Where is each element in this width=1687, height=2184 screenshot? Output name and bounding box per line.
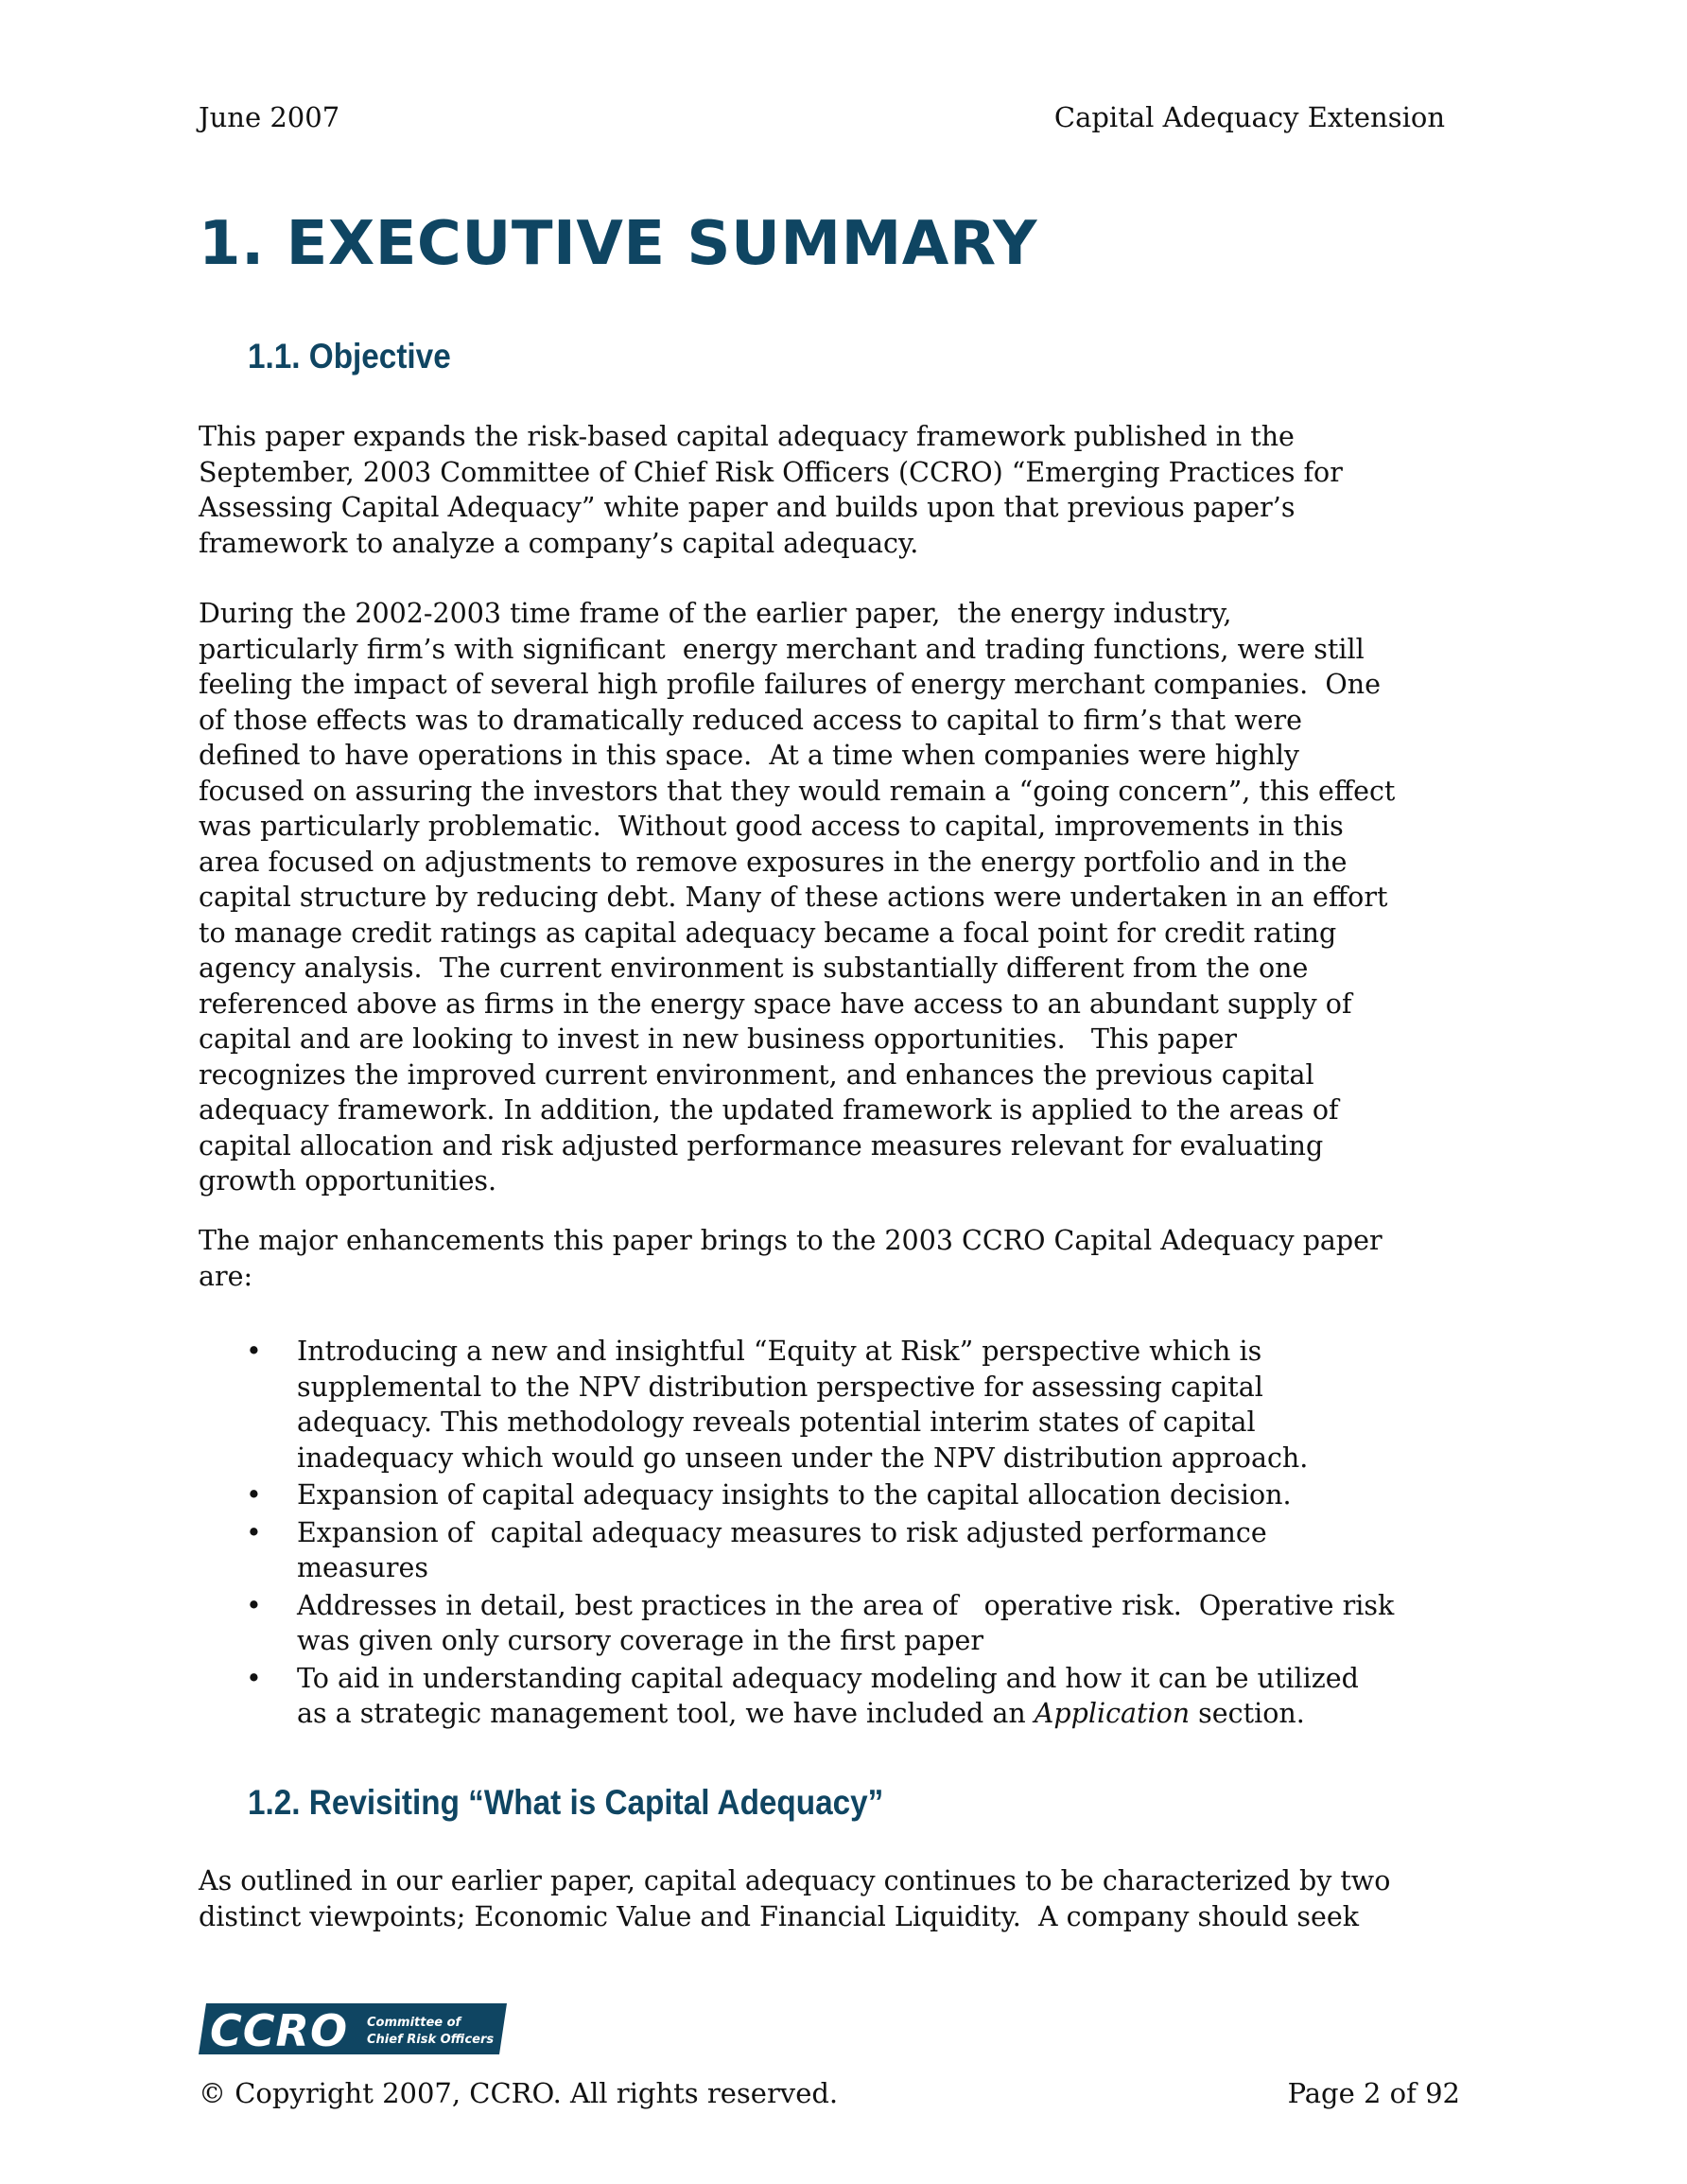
logo-line1: Committee of: [367, 2016, 461, 2030]
text-line: measures: [297, 1552, 428, 1583]
text-line: was given only cursory coverage in the first paper: [297, 1625, 983, 1656]
list-item: [199, 1334, 1504, 1476]
text-line: Expansion of capital adequacy measures to risk adjusted performance: [297, 1516, 1267, 1548]
footer-page-number: Page 2 of 92: [1287, 2077, 1460, 2109]
bullet-icon: •: [246, 1662, 262, 1694]
text-line: Expansion of capital adequacy insights to the capital allocation decision.: [297, 1479, 1292, 1511]
text-line: adequacy. This methodology reveals potential interim states of capital: [297, 1406, 1256, 1438]
text-line: Assessing Capital Adequacy” white paper and builds upon that previous paper’s: [199, 492, 1296, 523]
paragraph-objective-2: [199, 596, 1504, 1199]
list-item: [199, 1515, 1504, 1586]
header-title: Capital Adequacy Extension: [1053, 101, 1445, 133]
text-line: recognizes the improved current environment, and enhances the previous capital: [199, 1058, 1314, 1091]
footer-copyright: © Copyright 2007, CCRO. All rights reserved.: [199, 2077, 839, 2109]
list-item: [199, 1588, 1504, 1659]
list-item: [199, 1661, 1504, 1732]
paragraph-objective-1: [199, 419, 1504, 561]
text-line: to manage credit ratings as capital adequacy became a focal point for credit rating: [199, 917, 1337, 949]
text-line: Addresses in detail, best practices in the area of operative risk. Operative risk: [297, 1589, 1395, 1621]
text-line: was particularly problematic. Without good access to capital, improvements in this: [199, 811, 1344, 842]
bullet-icon: •: [246, 1516, 262, 1548]
text-line: capital and are looking to invest in new business opportunities. This paper: [199, 1023, 1238, 1055]
text-line: inadequacy which would go unseen under the NPV distribution approach.: [297, 1441, 1309, 1474]
text-line: Introducing a new and insightful “Equity at Risk” perspective which is: [297, 1336, 1262, 1367]
text-line: referenced above as firms in the energy space have access to an abundant supply of: [199, 987, 1352, 1020]
text-line: September, 2003 Committee of Chief Risk Officers (CCRO) “Emerging Practices for: [199, 456, 1343, 488]
text-line: of those effects was to dramatically reduced access to capital to firm’s that were: [199, 704, 1302, 736]
application-emphasis: Application: [1034, 1698, 1191, 1729]
paragraph-revisiting-1: [199, 1863, 1504, 1934]
heading-objective: 1.1. Objective: [248, 337, 451, 376]
text-line: adequacy framework. In addition, the updated framework is applied to the areas of: [199, 1094, 1339, 1126]
text-line: are:: [199, 1260, 253, 1292]
text-line: feeling the impact of several high profile failures of energy merchant companies. One: [199, 669, 1381, 700]
logo-mark: CCRO: [210, 2005, 349, 2054]
text-line: particularly firm’s with significant energy merchant and trading functions, were still: [199, 633, 1365, 665]
text-line: To aid in understanding capital adequacy modeling and how it can be utilized: [297, 1662, 1359, 1694]
paragraph-objective-3: [199, 1223, 1504, 1294]
text-segment: section.: [1190, 1698, 1305, 1729]
text-line: supplemental to the NPV distribution perspective for assessing capital: [297, 1371, 1263, 1403]
text-line: The major enhancements this paper brings to the 2003 CCRO Capital Adequacy paper: [199, 1225, 1383, 1256]
text-line: growth opportunities.: [199, 1165, 497, 1197]
text-line: defined to have operations in this space. At a time when companies were highly: [199, 740, 1300, 771]
text-line: During the 2002-2003 time frame of the earlier paper, the energy industry,: [199, 598, 1232, 629]
text-line: distinct viewpoints; Economic Value and Financial Liquidity. A company should seek: [199, 1900, 1360, 1932]
enhancements-list: [199, 1334, 1504, 1734]
text-line: framework to analyze a company’s capital adequacy.: [199, 527, 919, 559]
bullet-icon: •: [246, 1589, 262, 1621]
text-line: This paper expands the risk-based capital adequacy framework published in the: [199, 421, 1295, 452]
text-line: focused on assuring the investors that they would remain a “going concern”, this effect: [199, 775, 1396, 807]
text-line: agency analysis. The current environment is substantially different from the one: [199, 952, 1309, 984]
logo-line2: Chief Risk Officers: [367, 2033, 495, 2047]
text-segment: as a strategic management tool, we have included an: [297, 1698, 1035, 1729]
ccro-logo: [199, 2003, 507, 2054]
text-line: capital structure by reducing debt. Many of these actions were undertaken in an effort: [199, 882, 1388, 913]
bullet-icon: •: [246, 1336, 262, 1367]
text-line: As outlined in our earlier paper, capital adequacy continues to be characterized by two: [199, 1865, 1391, 1896]
bullet-icon: •: [246, 1479, 262, 1511]
text-line: area focused on adjustments to remove exposures in the energy portfolio and in the: [199, 846, 1348, 878]
heading-executive-summary: 1. EXECUTIVE SUMMARY: [199, 209, 1037, 279]
text-line: [297, 1696, 1504, 1732]
header-date: June 2007: [199, 101, 340, 133]
list-item: [199, 1477, 1504, 1513]
text-line: capital allocation and risk adjusted performance measures relevant for evaluating: [199, 1129, 1324, 1162]
heading-revisiting-capital-adequacy: 1.2. Revisiting “What is Capital Adequacy”: [248, 1783, 884, 1822]
